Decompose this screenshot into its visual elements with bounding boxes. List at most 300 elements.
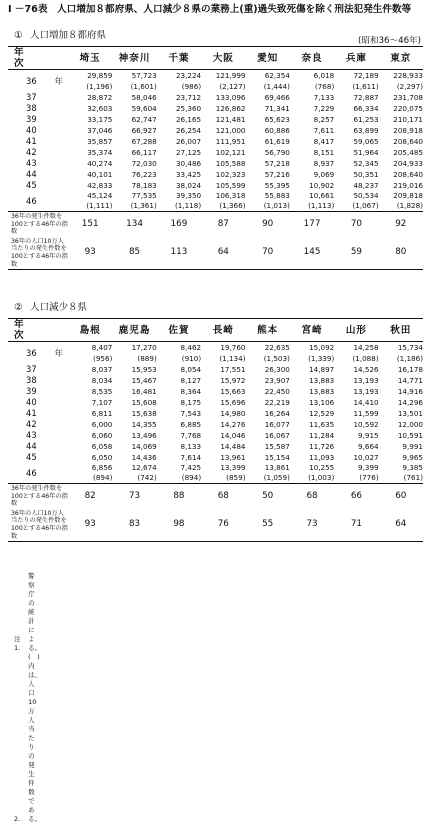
count-cell: 205,485 [393,148,423,157]
table-row [8,180,423,191]
table-row [8,452,423,463]
table-title: I －76表 人口増加８都府県、人口減少８県の業務上(重)過失致死傷を除く刑法犯発生件数等 [8,4,412,15]
count-cell: 102,323 [215,170,246,179]
index-cell: 177 [290,212,334,237]
column-header: 鹿児島 [112,319,156,342]
index-cell: 113 [170,247,188,258]
year-cell [8,103,68,114]
decrease-prefectures-table [8,318,423,542]
rate-cell: (761) [403,473,423,482]
index-row [8,484,423,509]
year-suffix: 年 [54,347,64,358]
rate-cell: (1,196) [86,82,113,91]
year-cell [8,70,68,93]
count-cell: 8,364 [180,387,202,396]
table-row [8,169,423,180]
count-cell: 15,608 [131,398,157,407]
count-cell: 72,030 [131,159,157,168]
count-cell: 14,484 [220,442,246,451]
index-cell: 73 [306,519,318,530]
count-cell: 40,274 [87,159,113,168]
year-label: 39 [26,114,37,124]
count-cell: 208,640 [393,170,423,179]
count-cell: 8,054 [180,365,202,374]
count-cell: 121,999 [215,71,246,80]
count-cell: 105,599 [215,181,246,190]
count-cell: 66,927 [131,126,157,135]
rate-cell: (1,366) [219,201,246,210]
count-cell: 15,734 [397,343,423,352]
count-cell: 204,933 [393,159,423,168]
count-cell: 66,117 [131,148,157,157]
count-cell: 58,046 [131,93,157,102]
count-cell: 57,218 [264,159,290,168]
table-row [8,191,423,201]
count-cell: 14,296 [397,398,423,407]
count-cell: 6,050 [91,453,113,462]
count-cell: 72,887 [353,93,379,102]
rate-row [8,81,423,92]
count-cell: 40,101 [87,170,113,179]
year-label: 40 [26,397,37,407]
count-cell: 14,258 [353,343,379,352]
count-cell: 13,496 [131,431,157,440]
count-cell: 57,216 [264,170,290,179]
count-cell: 52,345 [353,159,379,168]
rate-cell: (1,059) [263,473,290,482]
column-header: 愛知 [246,47,290,70]
table-row [8,419,423,430]
table-row [8,147,423,158]
count-cell: 228,933 [393,71,423,80]
year-label: 38 [26,103,37,113]
year-label: 43 [26,158,37,168]
count-cell: 6,060 [91,431,113,440]
section-heading-increase: ① 人口増加８都府県 [14,30,107,41]
index-cell: 50 [246,484,290,509]
column-header: 千葉 [157,47,201,70]
count-cell: 15,638 [131,409,157,418]
count-cell: 220,075 [393,104,423,113]
table-row [8,114,423,125]
table-row [8,463,423,473]
count-cell: 8,133 [180,442,202,451]
year-cell [8,191,68,212]
table-row [8,386,423,397]
table-row [8,397,423,408]
count-cell: 8,417 [313,137,335,146]
rate-cell: (776) [359,473,379,482]
index-cell: 80 [395,247,407,258]
count-cell: 51,964 [353,148,379,157]
column-header: 島根 [68,319,112,342]
table-row [8,430,423,441]
count-cell: 33,175 [87,115,113,124]
index-cell: 93 [84,247,96,258]
count-cell: 9,991 [402,442,423,451]
year-cell [8,342,68,365]
year-label: 41 [26,408,37,418]
column-header: 熊本 [246,319,290,342]
column-header: 神奈川 [112,47,156,70]
count-cell: 50,534 [353,191,379,200]
count-cell: 6,000 [91,420,113,429]
count-cell: 62,747 [131,115,157,124]
rate-cell: (1,134) [219,354,246,363]
count-cell: 30,486 [175,159,202,168]
count-cell: 8,462 [180,343,202,352]
count-cell: 67,288 [131,137,157,146]
index-cell: 60 [379,484,423,509]
count-cell: 50,351 [353,170,379,179]
year-suffix: 年 [54,75,64,86]
index-row [8,212,423,237]
count-cell: 15,953 [131,365,157,374]
index-cell: 68 [201,484,245,509]
count-cell: 6,856 [91,463,113,472]
count-cell: 13,883 [309,376,335,385]
count-cell: 7,543 [180,409,202,418]
table-row [8,364,423,375]
year-cell [8,452,68,463]
rate-cell: (1,067) [352,201,379,210]
year-label: 39 [26,386,37,396]
year-label: 37 [26,92,37,102]
year-cell [8,180,68,191]
count-cell: 13,883 [309,387,335,396]
year-label: 37 [26,364,37,374]
year-cell [8,375,68,386]
rate-row [8,353,423,364]
section-heading-decrease: ② 人口減少８県 [14,302,88,313]
count-cell: 13,193 [353,376,379,385]
count-cell: 12,674 [131,463,157,472]
index-cell: 55 [262,519,274,530]
count-cell: 22,450 [264,387,290,396]
year-cell [8,364,68,375]
count-cell: 14,069 [131,442,157,451]
index-cell: 87 [201,212,245,237]
year-label: 38 [26,375,37,385]
count-cell: 10,592 [353,420,379,429]
rate-cell: (1,828) [396,201,423,210]
year-cell [8,397,68,408]
index-cell: 70 [334,212,378,237]
table-row [8,158,423,169]
count-cell: 7,614 [180,453,202,462]
count-cell: 11,726 [309,442,335,451]
count-cell: 14,771 [397,376,423,385]
count-cell: 11,599 [353,409,379,418]
count-cell: 19,760 [220,343,246,352]
count-cell: 26,254 [175,126,202,135]
count-cell: 13,501 [397,409,423,418]
count-cell: 72,189 [353,71,379,80]
count-cell: 14,916 [397,387,423,396]
year-label: 46 [26,196,37,206]
year-column-header: 年 次 [8,47,68,70]
count-cell: 11,635 [309,420,335,429]
column-header: 佐賀 [157,319,201,342]
table-row [8,103,423,114]
year-label: 41 [26,136,37,146]
column-header: 山形 [334,319,378,342]
count-cell: 60,886 [264,126,290,135]
count-cell: 62,354 [264,71,290,80]
rate-cell: (1,611) [352,82,379,91]
count-cell: 7,229 [313,104,335,113]
count-cell: 9,664 [358,442,379,451]
count-cell: 69,466 [264,93,290,102]
count-cell: 15,154 [264,453,290,462]
year-cell [8,408,68,419]
count-cell: 8,175 [180,398,202,407]
count-cell: 210,171 [393,115,423,124]
count-cell: 14,980 [220,409,246,418]
count-cell: 59,065 [353,137,379,146]
index-cell: 76 [217,519,229,530]
count-cell: 55,395 [264,181,290,190]
index-cell: 64 [217,247,229,258]
table-row [8,408,423,419]
table-row [8,342,423,354]
rate-cell: (1,088) [352,354,379,363]
count-cell: 13,106 [309,398,335,407]
count-cell: 126,862 [215,104,246,113]
rate-cell: (956) [93,354,113,363]
count-cell: 25,360 [175,104,202,113]
index-cell: 73 [112,484,156,509]
rate-row [8,201,423,212]
count-cell: 102,121 [215,148,246,157]
count-cell: 106,318 [215,191,246,200]
index-cell: 64 [395,519,407,530]
count-cell: 35,374 [87,148,113,157]
year-label: 42 [26,147,37,157]
count-cell: 13,193 [353,387,379,396]
year-label: 44 [26,169,37,179]
count-cell: 11,093 [309,453,335,462]
count-cell: 61,619 [264,137,290,146]
count-cell: 61,253 [353,115,379,124]
count-cell: 32,603 [87,104,113,113]
index-cell: 66 [334,484,378,509]
table-row [8,92,423,103]
rate-cell: (1,361) [130,201,157,210]
table-row [8,136,423,147]
count-cell: 8,034 [91,376,113,385]
count-cell: 231,708 [393,93,423,102]
index-label: 36年の人口10万人当たりの発生件数を100とする46年の指数 [11,509,68,540]
count-cell: 14,897 [309,365,335,374]
count-cell: 27,125 [175,148,202,157]
count-cell: 9,965 [402,453,423,462]
year-label: 36 [26,347,37,358]
count-cell: 23,907 [264,376,290,385]
index-cell: 90 [246,212,290,237]
count-cell: 22,219 [264,398,290,407]
column-header: 宮崎 [290,319,334,342]
year-cell [8,92,68,103]
count-cell: 14,355 [131,420,157,429]
count-cell: 23,224 [175,71,202,80]
count-cell: 6,885 [180,420,202,429]
count-cell: 16,178 [397,365,423,374]
year-label: 44 [26,441,37,451]
count-cell: 14,276 [220,420,246,429]
index-cell: 169 [157,212,201,237]
count-cell: 63,899 [353,126,379,135]
increase-prefectures-table [8,46,423,270]
count-cell: 208,640 [393,137,423,146]
index-row [8,237,423,270]
count-cell: 26,007 [175,137,202,146]
count-cell: 16,481 [131,387,157,396]
column-header: 兵庫 [334,47,378,70]
year-label: 45 [26,452,37,462]
count-cell: 13,861 [264,463,290,472]
count-cell: 14,410 [353,398,379,407]
count-cell: 38,024 [175,181,202,190]
count-cell: 15,696 [220,398,246,407]
index-cell: 82 [68,484,112,509]
count-cell: 56,790 [264,148,290,157]
count-cell: 57,723 [131,71,157,80]
count-cell: 8,037 [91,365,113,374]
count-cell: 29,859 [87,71,113,80]
count-cell: 7,133 [313,93,335,102]
count-cell: 8,127 [180,376,202,385]
rate-cell: (889) [137,354,157,363]
footnote-1: 注 1. 警察庁の統計による。 [14,572,42,652]
rate-cell: (2,127) [219,82,246,91]
index-label: 36年の発生件数を100とする46年の指数 [8,212,68,237]
count-cell: 14,046 [220,431,246,440]
rate-cell: (1,118) [174,201,202,210]
count-cell: 6,058 [91,442,113,451]
count-cell: 10,027 [353,453,379,462]
rate-cell: (768) [314,82,335,91]
index-label: 36年の人口10万人当たりの発生件数を100とする46年の指数 [11,237,68,268]
count-cell: 7,107 [91,398,113,407]
count-cell: 13,399 [220,463,246,472]
count-cell: 55,883 [264,191,290,200]
count-cell: 15,587 [264,442,290,451]
count-cell: 8,937 [313,159,335,168]
year-cell [8,419,68,430]
period-note: (昭和36～46年) [358,36,421,46]
count-cell: 77,535 [131,191,157,200]
column-header: 奈良 [290,47,334,70]
count-cell: 7,611 [313,126,335,135]
column-header: 東京 [379,47,423,70]
rate-cell: (1,111) [86,201,113,210]
year-cell [8,158,68,169]
count-cell: 219,016 [393,181,423,190]
count-cell: 15,972 [220,376,246,385]
count-cell: 37,046 [87,126,113,135]
count-cell: 13,961 [220,453,246,462]
table-row [8,441,423,452]
count-cell: 111,951 [215,137,246,146]
index-cell: 145 [303,247,321,258]
index-cell: 83 [128,519,141,530]
count-cell: 16,264 [264,409,290,418]
column-header: 秋田 [379,319,423,342]
rate-cell: (986) [181,82,202,91]
table-row [8,375,423,386]
count-cell: 15,663 [220,387,246,396]
year-cell [8,114,68,125]
rate-cell: (1,444) [263,82,290,91]
rate-cell: (859) [226,473,246,482]
rate-cell: (1,503) [263,354,290,363]
year-cell [8,147,68,158]
rate-cell: (894) [93,473,113,482]
index-cell: 98 [173,519,185,530]
column-header: 埼玉 [68,47,112,70]
header-row [8,319,423,342]
count-cell: 7,425 [180,463,202,472]
count-cell: 42,833 [87,181,113,190]
count-cell: 208,918 [393,126,423,135]
count-cell: 17,270 [131,343,157,352]
column-header: 長崎 [201,319,245,342]
count-cell: 133,096 [215,93,246,102]
count-cell: 11,284 [309,431,335,440]
count-cell: 7,768 [180,431,202,440]
index-cell: 151 [68,212,112,237]
rate-cell: (1,186) [396,354,423,363]
index-cell: 59 [350,247,363,258]
count-cell: 28,872 [87,93,113,102]
count-cell: 8,151 [313,148,335,157]
count-cell: 6,018 [313,71,335,80]
rate-row [8,473,423,484]
year-cell [8,169,68,180]
rate-cell: (2,297) [396,82,423,91]
rate-cell: (742) [137,473,157,482]
index-cell: 70 [262,247,274,258]
index-cell: 92 [379,212,423,237]
count-cell: 16,067 [264,431,290,440]
year-label: 45 [26,180,37,190]
count-cell: 14,526 [353,365,379,374]
rate-cell: (894) [181,473,202,482]
count-cell: 12,000 [397,420,423,429]
count-cell: 16,077 [264,420,290,429]
count-cell: 8,407 [91,343,113,352]
count-cell: 59,604 [131,104,157,113]
count-cell: 26,165 [175,115,202,124]
rate-cell: (1,339) [308,354,335,363]
count-cell: 121,481 [215,115,246,124]
count-cell: 15,092 [309,343,335,352]
index-cell: 88 [157,484,201,509]
count-cell: 209,818 [393,191,423,200]
count-cell: 8,257 [313,115,335,124]
count-cell: 33,425 [175,170,202,179]
header-row [8,47,423,70]
count-cell: 48,237 [353,181,379,190]
count-cell: 22,635 [264,343,290,352]
year-label: 40 [26,125,37,135]
table-row [8,125,423,136]
table-row [8,70,423,82]
year-cell [8,386,68,397]
rate-cell: (910) [181,354,202,363]
count-cell: 8,535 [91,387,113,396]
